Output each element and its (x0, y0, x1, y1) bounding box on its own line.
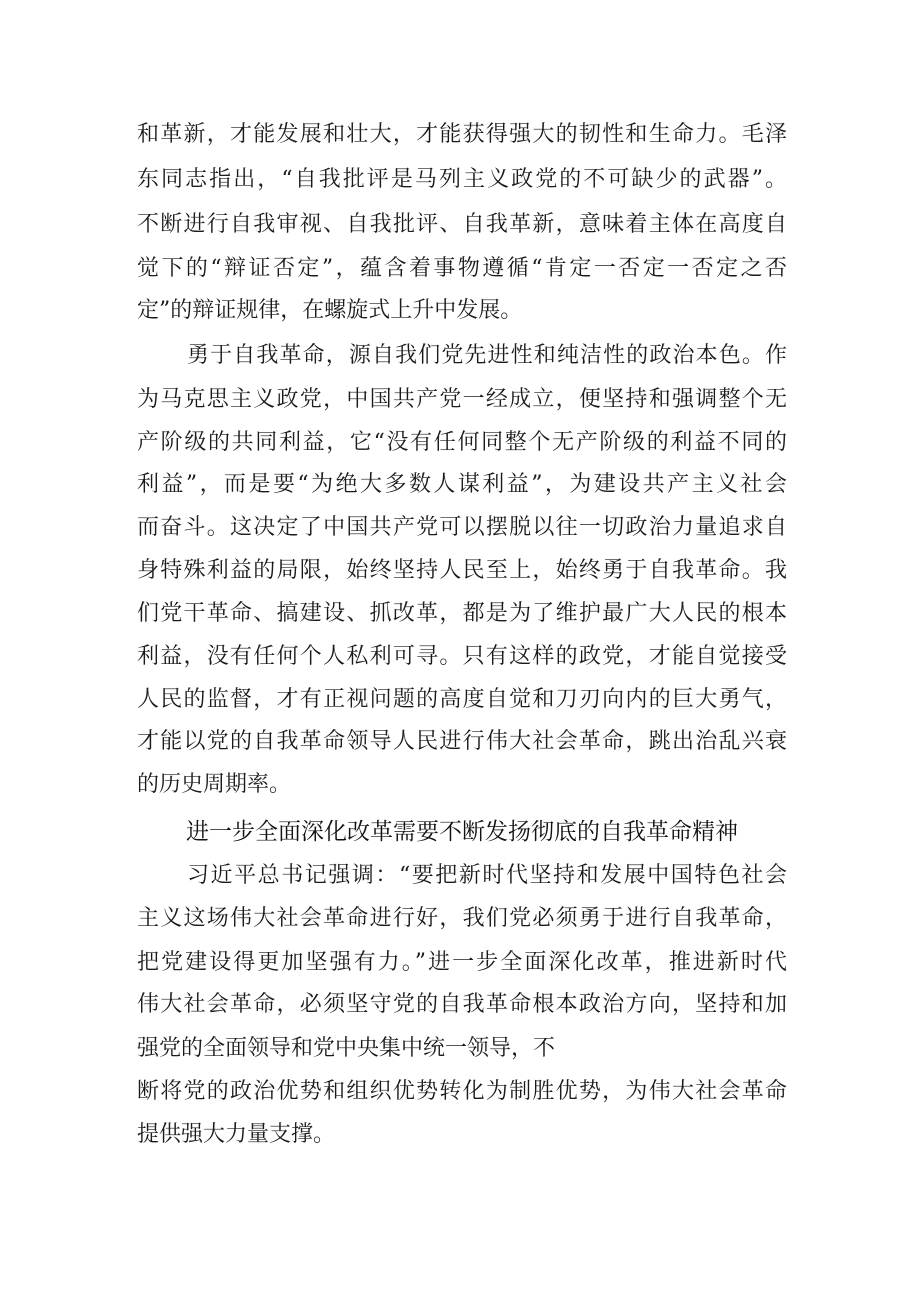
text-line: 伟大社会革命，必须坚守党的自我革命根本政治方向，坚持和加 (137, 992, 787, 1017)
text-line: 不断进行自我审视、自我批评、自我革新，意味着主体在高度自 (137, 212, 787, 237)
text-line: 人民的监督，才有正视问题的高度自觉和刀刃向内的巨大勇气， (137, 687, 787, 712)
text-line: 产阶级的共同利益，它“没有任何同整个无产阶级的利益不同的 (137, 430, 787, 455)
text-line: 利益，没有任何个人私利可寻。只有这样的政党，才能自觉接受 (137, 644, 787, 669)
text-line: 定”的辩证规律，在螺旋式上升中发展。 (137, 298, 523, 323)
text-line: 主义这场伟大社会革命进行好，我们党必须勇于进行自我革命， (137, 906, 787, 931)
text-line: 和革新，才能发展和壮大，才能获得强大的韧性和生命力。毛泽 (137, 122, 787, 147)
text-line: 为马克思主义政党，中国共产党一经成立，便坚持和强调整个无 (137, 387, 787, 412)
text-line: 东同志指出，“自我批评是马列主义政党的不可缺少的武器”。 (137, 167, 787, 192)
text-line: 的历史周期率。 (137, 772, 292, 797)
text-line: 身特殊利益的局限，始终坚持人民至上，始终勇于自我革命。我 (137, 558, 787, 583)
text-line: 才能以党的自我革命领导人民进行伟大社会革命，跳出治乱兴衰 (137, 729, 787, 754)
text-line: 勇于自我革命，源自我们党先进性和纯洁性的政治本色。作 (187, 343, 787, 368)
text-line: 断将党的政治优势和组织优势转化为制胜优势，为伟大社会革命 (137, 1079, 787, 1104)
text-line: 强党的全面领导和党中央集中统一领导，不 (137, 1036, 556, 1061)
text-line: 们党干革命、搞建设、抓改革，都是为了维护最广大人民的根本 (137, 601, 787, 626)
text-line: 而奋斗。这决定了中国共产党可以摆脱以往一切政治力量追求自 (137, 515, 787, 540)
text-line: 提供强大力量支撑。 (137, 1122, 336, 1147)
section-heading: 进一步全面深化改革需要不断发扬彻底的自我革命精神 (186, 819, 738, 845)
text-line: 觉下的“辩证否定”，蕴含着事物遵循“肯定一否定一否定之否 (137, 256, 787, 281)
text-line: 习近平总书记强调：“要把新时代坚持和发展中国特色社会 (187, 863, 787, 888)
text-line: 利益”，而是要“为绝大多数人谋利益”，为建设共产主义社会 (137, 472, 787, 497)
text-line: 把党建设得更加坚强有力。”进一步全面深化改革，推进新时代 (137, 950, 787, 975)
